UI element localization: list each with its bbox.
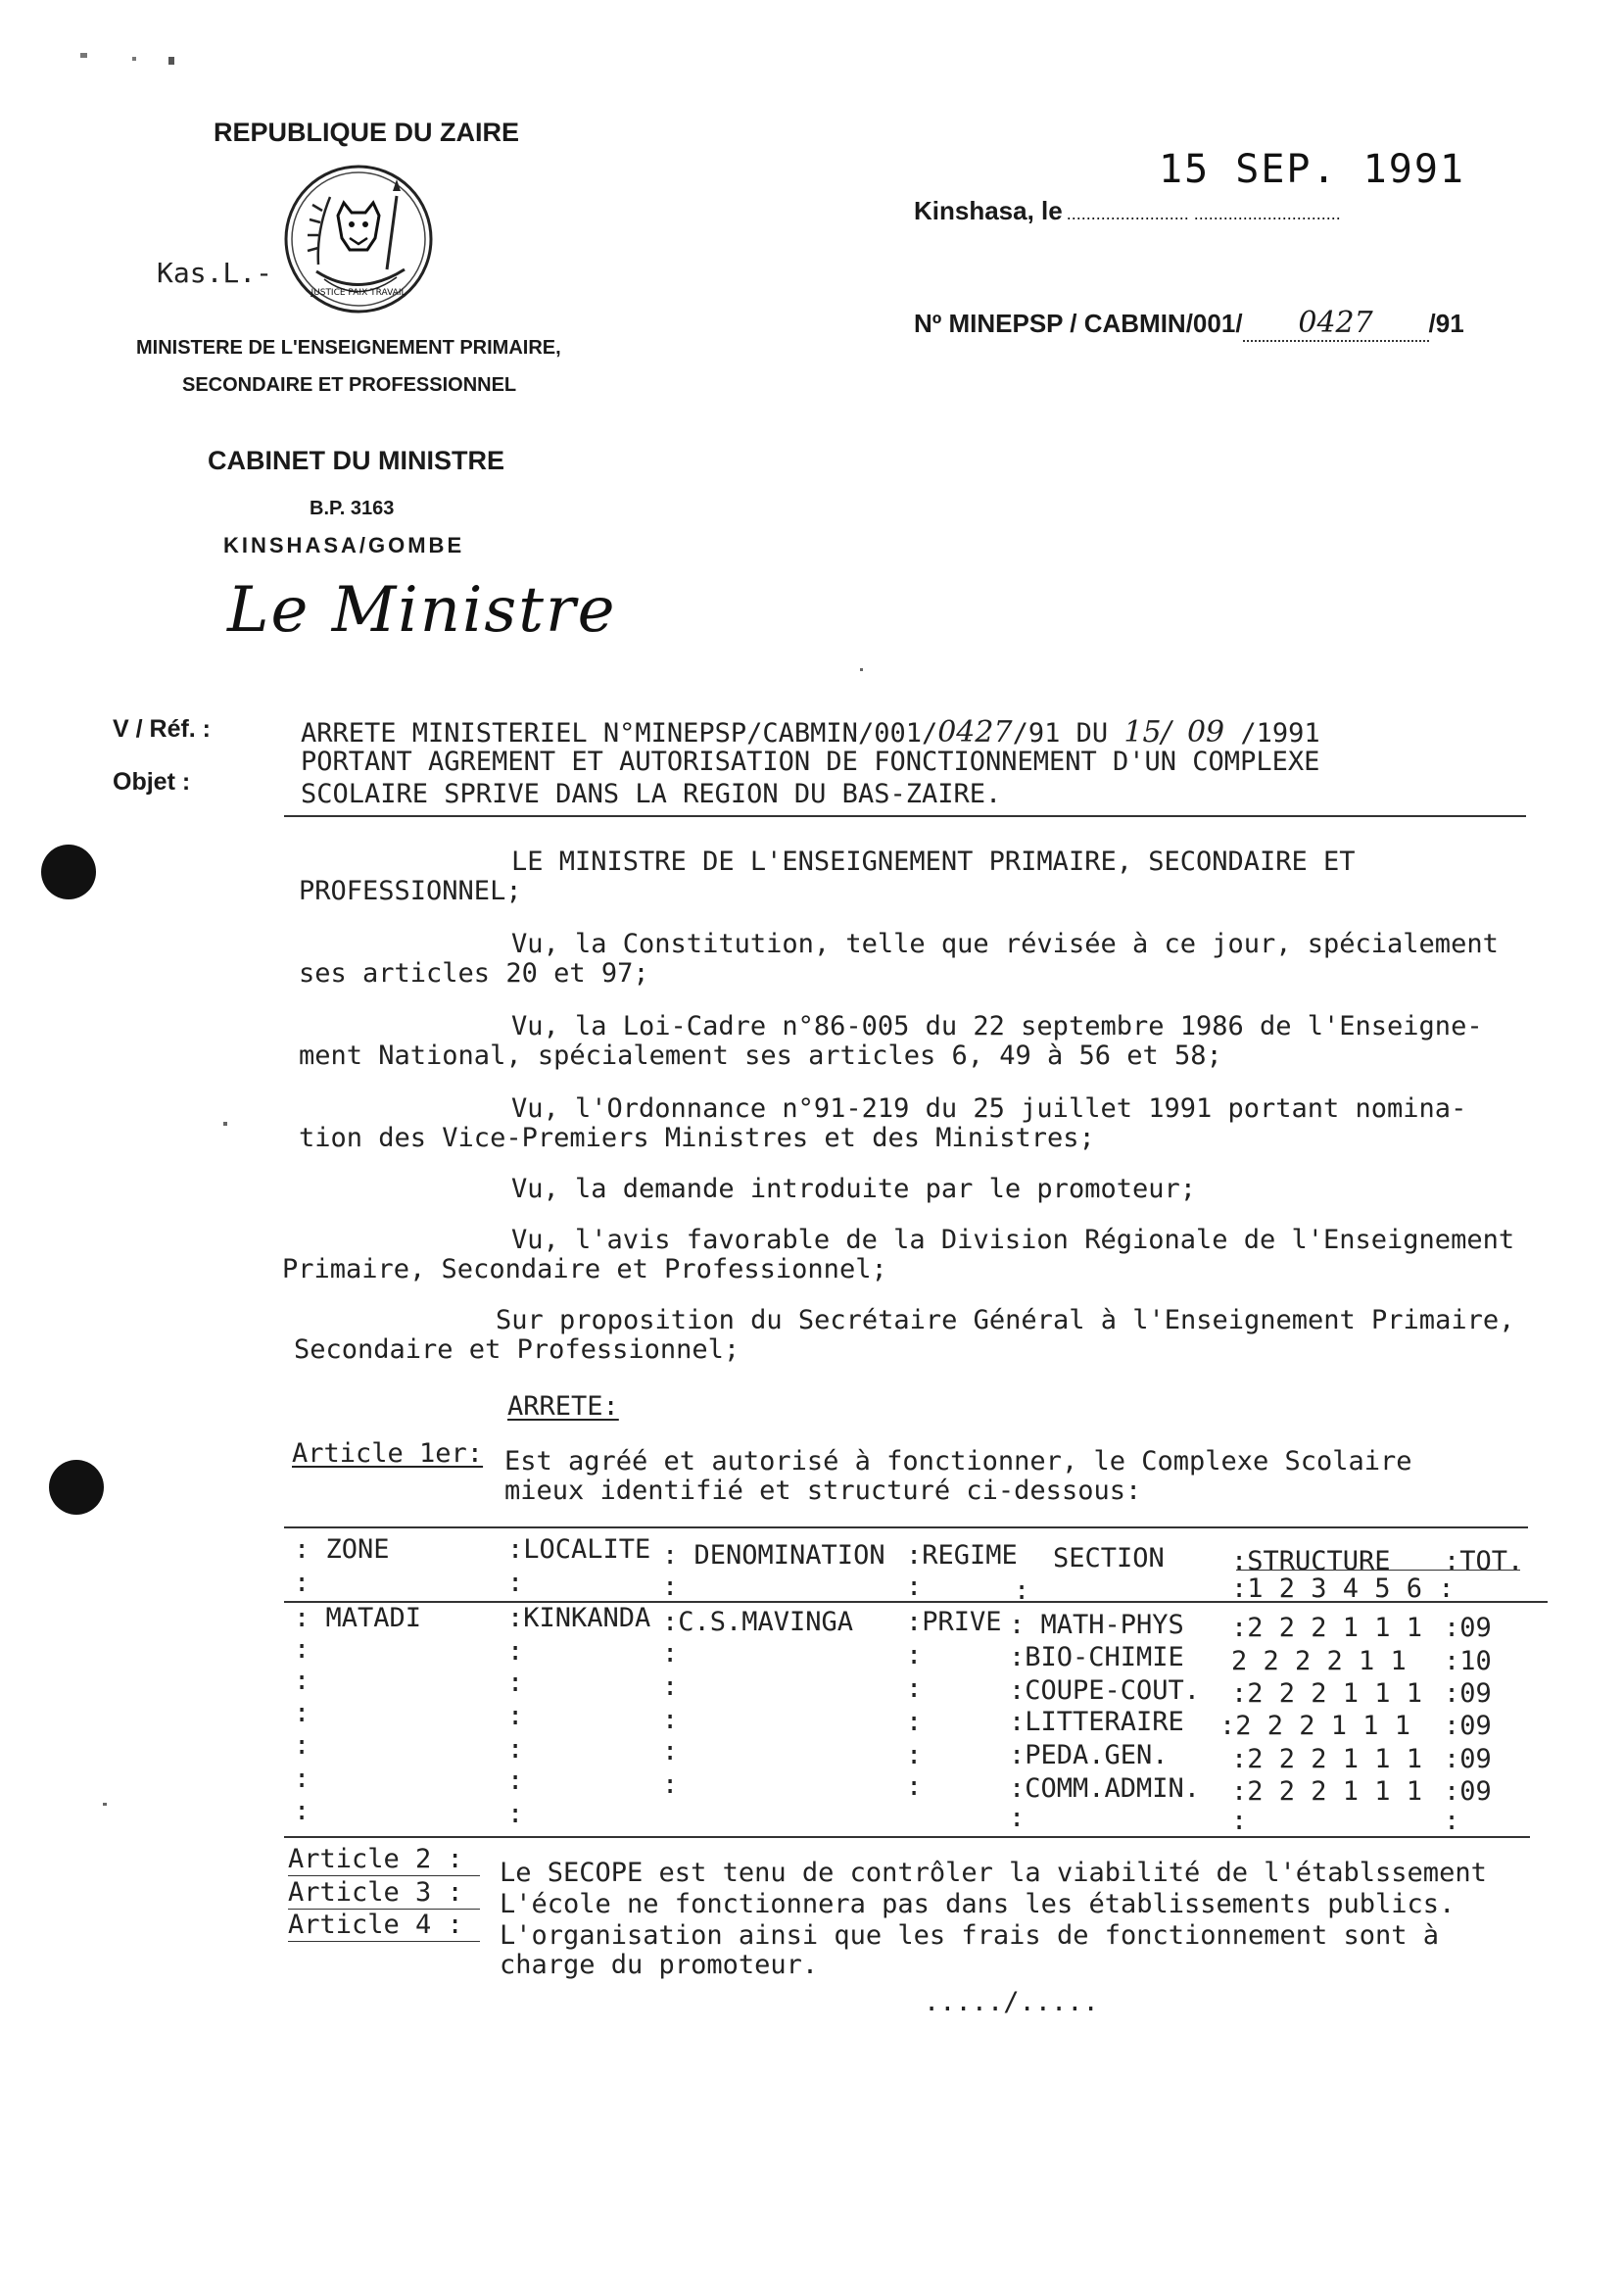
article-1-text-l2: mieux identifié et structuré ci-dessous: (504, 1476, 1142, 1506)
table-cell-denomination: : (662, 1769, 679, 1800)
reference-suffix: /91 (1428, 309, 1464, 338)
table-cell-denomination: : (662, 1671, 679, 1702)
header-regime-cont: : (906, 1572, 923, 1602)
table-cell-denomination: :C.S.MAVINGA (662, 1607, 854, 1637)
scan-speck (103, 1803, 107, 1806)
subject-rule (284, 815, 1526, 817)
table-cell-section: :PEDA.GEN. (1009, 1740, 1169, 1770)
table-cell-regime: : (906, 1673, 923, 1704)
svg-text:JUSTICE PAIX TRAVAIL: JUSTICE PAIX TRAVAIL (310, 288, 406, 298)
table-cell-zone: : (294, 1796, 310, 1826)
table-cell-regime: : (906, 1771, 923, 1802)
table-cell-localite: : (507, 1766, 524, 1796)
table-cell-total: :10 (1444, 1646, 1492, 1676)
table-cell-localite: : (507, 1636, 524, 1667)
vref-label: V / Réf. : (113, 715, 212, 743)
table-cell-total: :09 (1444, 1678, 1492, 1709)
table-cell-localite: : (507, 1799, 524, 1829)
considerant-proposition-l1: Sur proposition du Secrétaire Général à l'Enseignement Primaire, (496, 1305, 1515, 1335)
structure-subrule (1236, 1570, 1520, 1571)
table-cell-localite: :KINKANDA (507, 1603, 651, 1633)
table-cell-zone: : (294, 1698, 310, 1728)
table-cell-total: : (1444, 1806, 1460, 1836)
leopard-seal-icon (279, 162, 438, 316)
kas-reference: Kas.L.- (157, 257, 273, 289)
table-cell-zone: : MATADI (294, 1603, 422, 1633)
considerant-proposition-l2: Secondaire et Professionnel; (294, 1334, 740, 1365)
table-cell-regime: : (906, 1640, 923, 1670)
table-cell-structure: :2 2 2 1 1 1 (1231, 1744, 1423, 1774)
considerant-constitution-l2: ses articles 20 et 97; (299, 958, 649, 989)
page-continuation: ...../..... (924, 1987, 1099, 2017)
header-localite-cont: : (507, 1568, 524, 1598)
subject-decree-month: 09 (1186, 715, 1225, 750)
punch-hole-top (41, 845, 96, 899)
article-1-label: Article 1er: (292, 1438, 484, 1469)
table-cell-localite: : (507, 1734, 524, 1765)
header-regime: :REGIME (906, 1540, 1018, 1571)
header-denomination-cont: : (662, 1572, 679, 1602)
table-cell-zone: : (294, 1634, 310, 1665)
header-zone: : ZONE (294, 1534, 390, 1565)
article-2-text: Le SECOPE est tenu de contrôler la viabilité de l'établssement (500, 1858, 1487, 1888)
table-cell-denomination: : (662, 1638, 679, 1669)
table-bottom-rule (284, 1836, 1530, 1838)
table-header-rule (284, 1601, 1548, 1603)
article-4-text-l1: L'organisation ainsi que les frais de fonctionnement sont à (500, 1920, 1440, 1951)
subject-decree-prefix: ARRETE MINISTERIEL N°MINEPSP/CABMIN/001/ (301, 718, 938, 749)
arrete-heading: ARRETE: (507, 1391, 619, 1422)
kinshasa-label: Kinshasa, le (914, 196, 1063, 225)
subject-decree-du: /91 DU (1012, 718, 1109, 749)
table-cell-zone: : (294, 1764, 310, 1794)
table-cell-structure: :2 2 2 1 1 1 (1231, 1776, 1423, 1807)
table-cell-localite: : (507, 1668, 524, 1698)
header-total: :TOT. (1444, 1546, 1524, 1576)
reference-handwritten-number (1243, 306, 1429, 342)
table-cell-structure: :2 2 2 1 1 1 (1231, 1613, 1423, 1643)
article-4-label: Article 4 : (288, 1910, 463, 1940)
ministry-name-line2: SECONDAIRE ET PROFESSIONNEL (182, 374, 517, 396)
considerant-constitution-l1: Vu, la Constitution, telle que révisée à ce jour, spécialement (511, 929, 1499, 959)
national-seal (279, 162, 438, 316)
table-cell-regime: :PRIVE (906, 1607, 1002, 1637)
cabinet-heading: CABINET DU MINISTRE (208, 446, 504, 475)
scan-speck (223, 1122, 227, 1126)
considerant-loi-cadre-l2: ment National, spécialement ses articles 6, 49 à 56 et 58; (299, 1041, 1222, 1071)
article-1-text-l1: Est agréé et autorisé à fonctionner, le Complexe Scolaire (504, 1446, 1412, 1476)
table-cell-section: : MATH-PHYS (1009, 1610, 1184, 1640)
article-2-label: Article 2 : (288, 1844, 463, 1874)
table-cell-section: :COMM.ADMIN. (1009, 1773, 1201, 1804)
table-cell-section: :BIO-CHIMIE (1009, 1642, 1184, 1672)
header-zone-cont: : (294, 1568, 310, 1598)
preamble-minister-l1: LE MINISTRE DE L'ENSEIGNEMENT PRIMAIRE, SECONDAIRE ET (511, 847, 1356, 877)
article-2-underline (288, 1875, 480, 1876)
table-cell-zone: : (294, 1730, 310, 1761)
subject-line-1 (301, 715, 1320, 750)
reference-number-line (914, 306, 1464, 342)
table-cell-total: :09 (1444, 1613, 1492, 1643)
table-top-rule (284, 1526, 1528, 1528)
considerant-ordonnance-l2: tion des Vice-Premiers Ministres et des Ministres; (299, 1123, 1095, 1153)
scan-speck (80, 53, 87, 58)
considerant-demande: Vu, la demande introduite par le promoteur; (511, 1174, 1196, 1204)
header-section: SECTION (1053, 1543, 1165, 1573)
table-cell-section: : (1009, 1803, 1026, 1833)
table-cell-total: :09 (1444, 1711, 1492, 1741)
article-4-underline (288, 1941, 480, 1942)
table-cell-localite: : (507, 1701, 524, 1731)
ministry-name-line1: MINISTERE DE L'ENSEIGNEMENT PRIMAIRE, (136, 337, 561, 359)
objet-label: Objet : (113, 768, 191, 796)
date-dots: ......................... .............................. (1066, 204, 1341, 223)
preamble-minister-l2: PROFESSIONNEL; (299, 876, 522, 906)
table-cell-regime: : (906, 1707, 923, 1737)
considerant-avis-l2: Primaire, Secondaire et Professionnel; (282, 1254, 887, 1284)
subject-decree-day: 15/ (1123, 715, 1171, 750)
city-line: KINSHASA/GOMBE (223, 533, 465, 557)
considerant-avis-l1: Vu, l'avis favorable de la Division Régionale de l'Enseignement (511, 1225, 1515, 1255)
postal-box: B.P. 3163 (310, 498, 395, 519)
table-cell-structure: : (1231, 1806, 1248, 1836)
header-denomination: : DENOMINATION (662, 1540, 885, 1571)
table-cell-section: :LITTERAIRE (1009, 1707, 1184, 1737)
reference-prefix: Nº MINEPSP / CABMIN/001/ (914, 309, 1243, 338)
table-cell-regime: : (906, 1740, 923, 1770)
subject-line-3: SCOLAIRE SPRIVE DANS LA REGION DU BAS-ZAIRE. (301, 779, 1002, 809)
subject-decree-number: 0427 (937, 715, 1013, 750)
table-cell-structure: 2 2 2 2 1 1 (1231, 1646, 1407, 1676)
header-structure-years: :1 2 3 4 5 6 : (1231, 1573, 1455, 1604)
header-structure: :STRUCTURE (1231, 1546, 1391, 1576)
republic-heading: REPUBLIQUE DU ZAIRE (214, 118, 520, 147)
subject-line-2: PORTANT AGREMENT ET AUTORISATION DE FONCTIONNEMENT D'UN COMPLEXE (301, 747, 1320, 777)
scan-speck (860, 668, 863, 671)
punch-hole-bottom (49, 1460, 104, 1515)
table-cell-total: :09 (1444, 1744, 1492, 1774)
article-3-text: L'école ne fonctionnera pas dans les établissements publics. (500, 1889, 1456, 1919)
date-stamp: 15 SEP. 1991 (1159, 147, 1465, 192)
scan-speck (132, 57, 136, 61)
header-section-cont: : (1014, 1575, 1030, 1606)
table-cell-denomination: : (662, 1736, 679, 1767)
table-cell-total: :09 (1444, 1776, 1492, 1807)
table-cell-section: :COUPE-COUT. (1009, 1675, 1201, 1706)
article-3-label: Article 3 : (288, 1877, 463, 1908)
considerant-loi-cadre-l1: Vu, la Loi-Cadre n°86-005 du 22 septembre 1986 de l'Enseigne- (511, 1011, 1483, 1041)
considerant-ordonnance-l1: Vu, l'Ordonnance n°91-219 du 25 juillet 1991 portant nomina- (511, 1093, 1467, 1124)
table-cell-structure: :2 2 2 1 1 1 (1231, 1678, 1423, 1709)
article-4-text-l2: charge du promoteur. (500, 1950, 819, 1980)
subject-decree-year: /1991 (1240, 718, 1320, 749)
scan-speck (168, 57, 174, 65)
reference-number-value: 0427 (1298, 306, 1373, 340)
table-cell-structure: :2 2 2 1 1 1 (1219, 1711, 1411, 1741)
table-cell-denomination: : (662, 1705, 679, 1735)
kinshasa-date-line (914, 196, 1341, 226)
table-cell-zone: : (294, 1666, 310, 1696)
header-localite: :LOCALITE (507, 1534, 651, 1565)
signature-title: Le Ministre (227, 574, 617, 647)
